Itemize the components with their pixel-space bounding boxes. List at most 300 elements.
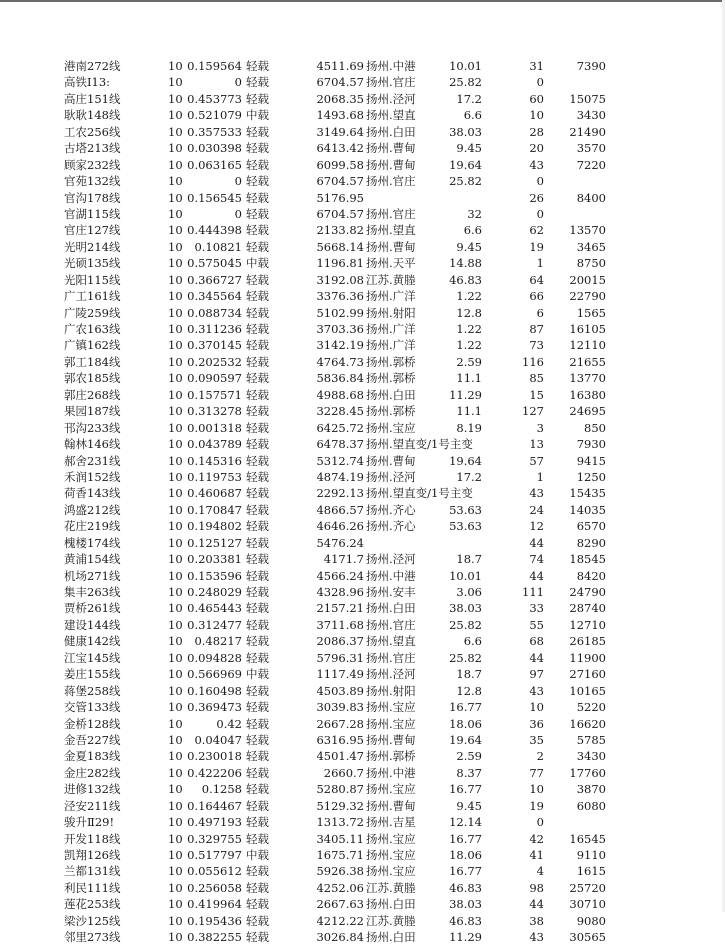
cell-type: 中载 <box>246 108 269 123</box>
cell-v1: 38.03 <box>449 124 482 139</box>
cell-len: 2068.35 <box>316 91 364 106</box>
cell-v1: 16.77 <box>449 782 482 797</box>
cell-b: 0.063165 <box>187 157 242 172</box>
cell-a: 10 <box>168 519 183 534</box>
cell-a: 10 <box>168 305 183 320</box>
cell-v1: 1.22 <box>456 289 482 304</box>
cell-v3: 10165 <box>569 683 606 698</box>
cell-v2: 42 <box>529 831 544 846</box>
cell-a: 10 <box>168 256 183 271</box>
cell-name: 光明214线 <box>64 239 121 254</box>
cell-len: 3376.36 <box>316 289 364 304</box>
cell-type: 轻载 <box>246 815 269 830</box>
cell-v1: 6.6 <box>463 108 482 123</box>
table-row <box>0 91 725 107</box>
cell-len: 4171.7 <box>323 552 364 567</box>
cell-name: 官湖115线 <box>64 206 121 221</box>
cell-loc: 扬州.白田 <box>366 387 416 402</box>
table-row <box>0 584 725 600</box>
cell-b: 0.465443 <box>187 601 242 616</box>
cell-name: 港南272线 <box>64 59 121 73</box>
cell-len: 4503.89 <box>316 683 364 698</box>
cell-type: 轻载 <box>246 371 269 386</box>
cell-v1: 18.06 <box>449 848 482 862</box>
cell-v1: 6.6 <box>463 634 482 649</box>
cell-len: 4988.68 <box>316 387 364 402</box>
cell-a: 10 <box>168 716 183 731</box>
table-row <box>0 436 725 452</box>
cell-loc: 扬州.官庄 <box>366 75 416 90</box>
cell-v1: 1.22 <box>456 322 482 336</box>
cell-v3: 21655 <box>569 354 606 369</box>
table-row <box>0 222 725 238</box>
table-row <box>0 272 725 288</box>
cell-name: 姜庄155线 <box>64 667 121 682</box>
cell-b: 0.170847 <box>187 502 242 517</box>
cell-b: 0.164467 <box>187 798 242 813</box>
cell-a: 10 <box>168 338 183 353</box>
cell-v1: 14.88 <box>449 256 482 271</box>
cell-type: 轻载 <box>246 700 269 715</box>
cell-v1: 11.29 <box>449 930 482 945</box>
cell-v2: 85 <box>529 371 544 386</box>
cell-name: 果园187线 <box>64 404 121 419</box>
cell-v1: 11.29 <box>449 387 482 402</box>
table-row <box>0 765 725 781</box>
table-row <box>0 781 725 797</box>
cell-v3: 7390 <box>576 59 606 73</box>
cell-len: 6478.37 <box>316 437 364 452</box>
cell-v2: 62 <box>529 223 544 238</box>
cell-len: 4866.57 <box>316 502 364 517</box>
cell-v1: 46.83 <box>449 272 482 287</box>
cell-v1: 25.82 <box>449 617 482 632</box>
cell-type: 轻载 <box>246 880 269 895</box>
cell-b: 0.345564 <box>187 289 242 304</box>
cell-b: 0.329755 <box>187 831 242 846</box>
cell-b: 0.366727 <box>187 272 242 287</box>
cell-len: 5102.99 <box>316 305 364 320</box>
cell-v2: 41 <box>529 848 544 862</box>
cell-loc: 扬州.射阳 <box>366 683 416 698</box>
cell-b: 0.088734 <box>187 305 242 320</box>
cell-loc: 扬州.中港 <box>366 568 416 583</box>
cell-v1: 8.37 <box>456 765 482 780</box>
cell-v1: 9.45 <box>456 798 482 813</box>
cell-name: 金夏183线 <box>64 749 121 764</box>
table-row <box>0 206 725 222</box>
cell-v3: 30710 <box>569 897 606 912</box>
cell-len: 4501.47 <box>316 749 364 764</box>
cell-len: 4511.69 <box>316 59 364 73</box>
cell-v2: 64 <box>529 272 544 287</box>
cell-b: 0.248029 <box>187 585 242 599</box>
cell-len: 6099.58 <box>316 157 364 172</box>
cell-a: 10 <box>168 289 183 304</box>
cell-v3: 22790 <box>569 289 606 304</box>
cell-v3: 16105 <box>569 322 606 336</box>
cell-len: 4328.96 <box>316 585 364 599</box>
cell-loc: 扬州.泾河 <box>366 469 416 484</box>
cell-v2: 0 <box>536 174 544 189</box>
cell-b: 0.094828 <box>187 650 242 665</box>
cell-a: 10 <box>168 223 183 238</box>
cell-v3: 12710 <box>569 617 606 632</box>
cell-b: 0.159564 <box>187 59 242 73</box>
cell-v2: 1 <box>536 256 544 271</box>
cell-name: 光硕135线 <box>64 256 121 271</box>
cell-v2: 10 <box>529 108 544 123</box>
cell-v3: 5220 <box>576 700 606 715</box>
cell-v2: 26 <box>529 190 544 205</box>
cell-loc: 江苏.黄塍 <box>366 272 416 287</box>
cell-b: 0.48217 <box>194 634 242 649</box>
cell-len: 1493.68 <box>316 108 364 123</box>
cell-type: 轻载 <box>246 765 269 780</box>
cell-len: 6704.57 <box>316 206 364 221</box>
cell-len: 6316.95 <box>316 732 364 747</box>
cell-len: 3703.36 <box>316 322 364 336</box>
cell-name: 骏升Ⅱ29! <box>64 815 115 830</box>
cell-type: 轻载 <box>246 601 269 616</box>
cell-type: 轻载 <box>246 617 269 632</box>
cell-b: 0 <box>234 75 242 90</box>
cell-b: 0.42 <box>216 716 242 731</box>
cell-v3: 5785 <box>576 732 606 747</box>
table-row <box>0 485 725 501</box>
cell-a: 10 <box>168 91 183 106</box>
cell-v1: 46.83 <box>449 913 482 928</box>
cell-type: 轻载 <box>246 634 269 649</box>
cell-a: 10 <box>168 798 183 813</box>
cell-v2: 31 <box>529 59 544 73</box>
cell-v2: 97 <box>529 667 544 682</box>
cell-v2: 10 <box>529 782 544 797</box>
cell-a: 10 <box>168 322 183 336</box>
cell-a: 10 <box>168 190 183 205</box>
cell-v1: 18.7 <box>456 667 482 682</box>
cell-type: 轻载 <box>246 404 269 419</box>
cell-b: 0.119753 <box>187 469 242 484</box>
cell-name: 邗沟233线 <box>64 420 121 435</box>
cell-loc: 江苏.黄塍 <box>366 880 416 895</box>
cell-b: 0.311236 <box>187 322 242 336</box>
cell-v2: 43 <box>529 157 544 172</box>
cell-name: 莲花253线 <box>64 897 121 912</box>
cell-v1: 17.2 <box>456 91 482 106</box>
cell-v2: 38 <box>529 913 544 928</box>
cell-len: 5668.14 <box>316 239 364 254</box>
cell-b: 0.160498 <box>187 683 242 698</box>
table-row <box>0 683 725 699</box>
cell-v3: 3430 <box>576 108 606 123</box>
cell-v1: 32 <box>467 206 482 221</box>
cell-b: 0 <box>234 174 242 189</box>
cell-a: 10 <box>168 502 183 517</box>
cell-b: 0.030398 <box>187 141 242 156</box>
cell-v3: 1250 <box>576 469 606 484</box>
cell-v3: 7930 <box>576 437 606 452</box>
cell-b: 0.145316 <box>187 453 242 468</box>
cell-len: 6425.72 <box>316 420 364 435</box>
cell-loc: 扬州.宝应 <box>366 782 416 797</box>
cell-loc: 扬州.白田 <box>366 124 416 139</box>
cell-v2: 15 <box>529 387 544 402</box>
cell-a: 10 <box>168 568 183 583</box>
cell-a: 10 <box>168 831 183 846</box>
cell-len: 4212.22 <box>316 913 364 928</box>
cell-type: 轻载 <box>246 305 269 320</box>
cell-name: 荷香143线 <box>64 486 121 501</box>
cell-v1: 2.59 <box>456 354 482 369</box>
cell-v2: 74 <box>529 552 544 567</box>
table-row <box>0 403 725 419</box>
table-row <box>0 337 725 353</box>
cell-v1: 17.2 <box>456 469 482 484</box>
cell-v1: 1.22 <box>456 338 482 353</box>
cell-v1: 19.64 <box>449 453 482 468</box>
cell-v2: 2 <box>536 749 544 764</box>
cell-type: 轻载 <box>246 502 269 517</box>
table-row <box>0 502 725 518</box>
cell-name: 兰都131线 <box>64 864 121 879</box>
cell-type: 轻载 <box>246 157 269 172</box>
cell-b: 0.10821 <box>194 239 242 254</box>
cell-len: 2133.82 <box>316 223 364 238</box>
cell-name: 官苑132线 <box>64 174 121 189</box>
cell-v2: 20 <box>529 141 544 156</box>
cell-type: 轻载 <box>246 239 269 254</box>
table-row <box>0 666 725 682</box>
cell-v3: 21490 <box>569 124 606 139</box>
cell-name: 高庄151线 <box>64 91 121 106</box>
cell-len: 3192.08 <box>316 272 364 287</box>
cell-v1: 11.1 <box>456 404 482 419</box>
cell-name: 集丰263线 <box>64 585 121 599</box>
cell-v2: 0 <box>536 206 544 221</box>
cell-len: 2667.28 <box>316 716 364 731</box>
cell-b: 0.382255 <box>187 930 242 945</box>
cell-b: 0.521079 <box>187 108 242 123</box>
cell-loc: 扬州.望直 <box>366 108 416 123</box>
cell-len: 3026.84 <box>316 930 364 945</box>
cell-v3: 14035 <box>569 502 606 517</box>
cell-a: 10 <box>168 897 183 912</box>
cell-v3: 30565 <box>569 930 606 945</box>
cell-loc: 扬州.白田 <box>366 897 416 912</box>
cell-a: 10 <box>168 108 183 123</box>
cell-b: 0.153596 <box>187 568 242 583</box>
cell-v2: 4 <box>536 864 544 879</box>
cell-b: 0.444398 <box>187 223 242 238</box>
cell-v2: 111 <box>522 585 544 599</box>
cell-v3: 11900 <box>569 650 606 665</box>
cell-b: 0.575045 <box>187 256 242 271</box>
cell-name: 郭工184线 <box>64 354 121 369</box>
cell-a: 10 <box>168 617 183 632</box>
table-row <box>0 863 725 879</box>
cell-name: 禾润152线 <box>64 469 121 484</box>
cell-len: 3228.45 <box>316 404 364 419</box>
cell-name: 鸿盛212线 <box>64 502 121 517</box>
cell-b: 0.497193 <box>187 815 242 830</box>
cell-v2: 43 <box>529 930 544 945</box>
cell-a: 10 <box>168 453 183 468</box>
cell-a: 10 <box>168 864 183 879</box>
cell-v2: 0 <box>536 815 544 830</box>
cell-v3: 28740 <box>569 601 606 616</box>
cell-v3: 8420 <box>576 568 606 583</box>
cell-loc: 扬州.吉星 <box>366 815 416 830</box>
table-row <box>0 600 725 616</box>
cell-type: 轻载 <box>246 59 269 73</box>
cell-type: 轻载 <box>246 650 269 665</box>
table-row <box>0 239 725 255</box>
cell-v1: 16.77 <box>449 700 482 715</box>
cell-a: 10 <box>168 420 183 435</box>
cell-len: 1196.81 <box>316 256 364 271</box>
table-row <box>0 699 725 715</box>
cell-name: 官庄127线 <box>64 223 121 238</box>
cell-v3: 17760 <box>569 765 606 780</box>
cell-v3: 1615 <box>576 864 606 879</box>
cell-v1: 53.63 <box>449 502 482 517</box>
cell-loc: 扬州.望直变/1号主变 <box>366 486 473 501</box>
cell-type: 轻载 <box>246 190 269 205</box>
cell-v1: 46.83 <box>449 880 482 895</box>
cell-v3: 3870 <box>576 782 606 797</box>
cell-type: 轻载 <box>246 864 269 879</box>
cell-len: 3149.64 <box>316 124 364 139</box>
table-row <box>0 157 725 173</box>
cell-loc: 扬州.曹甸 <box>366 141 416 156</box>
cell-len: 1675.71 <box>316 848 364 862</box>
cell-loc: 扬州.望直变/1号主变 <box>366 437 473 452</box>
table-row <box>0 913 725 929</box>
table-row <box>0 387 725 403</box>
cell-v3: 3465 <box>576 239 606 254</box>
cell-type: 轻载 <box>246 420 269 435</box>
cell-loc: 扬州.官庄 <box>366 174 416 189</box>
cell-loc: 扬州.官庄 <box>366 206 416 221</box>
cell-name: 金桥128线 <box>64 716 121 731</box>
cell-b: 0.517797 <box>187 848 242 862</box>
cell-name: 广农163线 <box>64 322 121 336</box>
cell-v1: 16.77 <box>449 831 482 846</box>
cell-type: 轻载 <box>246 897 269 912</box>
table-row <box>0 370 725 386</box>
cell-v1: 12.8 <box>456 305 482 320</box>
cell-name: 江宝145线 <box>64 650 121 665</box>
cell-v1: 18.7 <box>456 552 482 567</box>
cell-v2: 43 <box>529 683 544 698</box>
cell-v3: 8750 <box>576 256 606 271</box>
cell-v2: 33 <box>529 601 544 616</box>
cell-a: 10 <box>168 354 183 369</box>
cell-type: 轻载 <box>246 585 269 599</box>
table-row <box>0 929 725 945</box>
table-row <box>0 354 725 370</box>
cell-type: 轻载 <box>246 75 269 90</box>
cell-type: 轻载 <box>246 683 269 698</box>
cell-type: 轻载 <box>246 535 269 550</box>
cell-v1: 9.45 <box>456 239 482 254</box>
cell-loc: 扬州.曹甸 <box>366 239 416 254</box>
cell-name: 黄浦154线 <box>64 552 121 567</box>
cell-a: 10 <box>168 634 183 649</box>
cell-type: 轻载 <box>246 568 269 583</box>
cell-type: 轻载 <box>246 223 269 238</box>
cell-len: 6413.42 <box>316 141 364 156</box>
cell-len: 4874.19 <box>316 469 364 484</box>
cell-v3: 26185 <box>569 634 606 649</box>
cell-v3: 24790 <box>569 585 606 599</box>
cell-v2: 57 <box>529 453 544 468</box>
cell-len: 6704.57 <box>316 174 364 189</box>
cell-v3: 27160 <box>569 667 606 682</box>
table-row <box>0 633 725 649</box>
table-row <box>0 305 725 321</box>
cell-v3: 16545 <box>569 831 606 846</box>
cell-v3: 13770 <box>569 371 606 386</box>
cell-b: 0.090597 <box>187 371 242 386</box>
cell-a: 10 <box>168 552 183 567</box>
cell-a: 10 <box>168 59 183 73</box>
table-row <box>0 880 725 896</box>
cell-v1: 19.64 <box>449 157 482 172</box>
table-row <box>0 650 725 666</box>
cell-b: 0.055612 <box>187 864 242 879</box>
cell-len: 5926.38 <box>316 864 364 879</box>
cell-v1: 6.6 <box>463 223 482 238</box>
cell-type: 中载 <box>246 848 269 862</box>
cell-a: 10 <box>168 124 183 139</box>
cell-a: 10 <box>168 848 183 862</box>
cell-type: 轻载 <box>246 716 269 731</box>
cell-v1: 38.03 <box>449 601 482 616</box>
table-row <box>0 140 725 156</box>
cell-loc: 扬州.郭桥 <box>366 404 416 419</box>
cell-b: 0.312477 <box>187 617 242 632</box>
table-row <box>0 255 725 271</box>
cell-v2: 19 <box>529 239 544 254</box>
cell-v1: 3.06 <box>456 585 482 599</box>
cell-name: 广工161线 <box>64 289 121 304</box>
cell-loc: 扬州.宝应 <box>366 700 416 715</box>
cell-v1: 12.8 <box>456 683 482 698</box>
cell-v2: 44 <box>529 650 544 665</box>
cell-len: 5312.74 <box>316 453 364 468</box>
cell-b: 0.369473 <box>187 700 242 715</box>
cell-len: 3711.68 <box>316 617 364 632</box>
cell-v3: 20015 <box>569 272 606 287</box>
cell-len: 3039.83 <box>316 700 364 715</box>
cell-name: 泾安211线 <box>64 798 121 813</box>
cell-type: 轻载 <box>246 749 269 764</box>
cell-len: 5476.24 <box>316 535 364 550</box>
cell-type: 轻载 <box>246 930 269 945</box>
cell-type: 轻载 <box>246 289 269 304</box>
cell-name: 蒋堡258线 <box>64 683 121 698</box>
cell-b: 0.422206 <box>187 765 242 780</box>
cell-a: 10 <box>168 930 183 945</box>
cell-a: 10 <box>168 272 183 287</box>
cell-v3: 18545 <box>569 552 606 567</box>
cell-name: 翰林146线 <box>64 437 121 452</box>
table-row <box>0 58 725 74</box>
cell-name: 耿耿148线 <box>64 108 121 123</box>
cell-loc: 扬州.中港 <box>366 59 416 73</box>
